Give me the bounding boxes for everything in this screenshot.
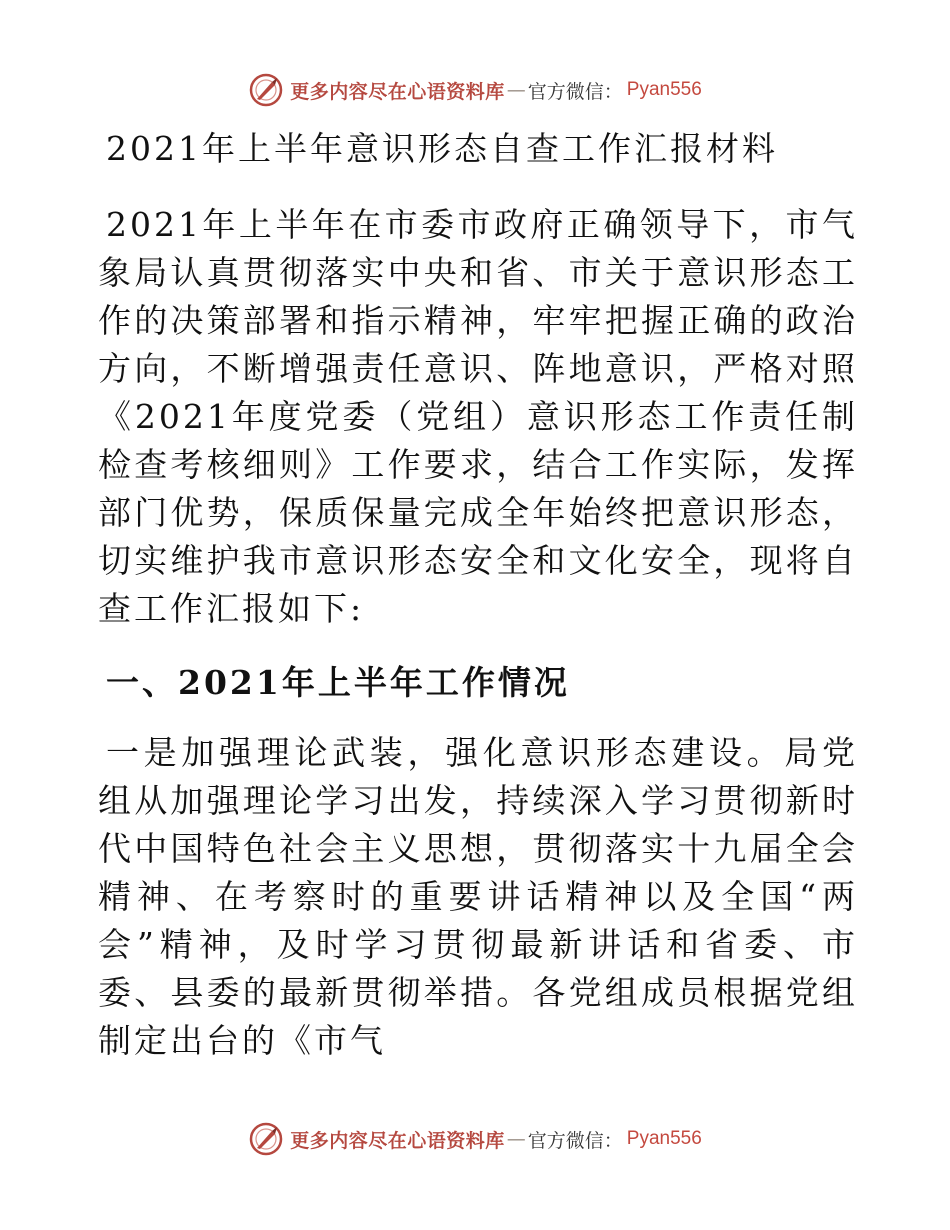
intro-paragraph: 2021年上半年在市委市政府正确领导下，市气象局认真贯彻落实中央和省、市关于意识形态工作的决策部署和指示精神，牢牢把握正确的政治方向，不断增强责任意识、阵地意识，严格对照《2021年度党委（党组）意识形态工作责任制检查考核细则》工作要求，结合工作实际，发挥部门优势，保质保量完成全年始终把意识形态，切实维护我市意识形态安全和文化安全，现将自查工作汇报如下:	[98, 205, 858, 628]
watermark-separator: —	[506, 79, 526, 101]
watermark-wechat-label: 官方微信	[527, 1129, 604, 1152]
watermark-colon: ：	[603, 80, 623, 103]
watermark-colon: ：	[603, 1129, 623, 1152]
section-heading: 一、2021年上半年工作情况	[106, 663, 570, 702]
document-title: 2021年上半年意识形态自查工作汇报材料	[106, 129, 778, 168]
watermark-account: Pyan556	[626, 1128, 702, 1149]
watermark-wechat-label: 官方微信	[527, 80, 604, 103]
watermark-banner-bottom	[0, 1119, 950, 1159]
quill-circle-icon	[248, 1121, 284, 1157]
section-paragraph: 一是加强理论武装，强化意识形态建设。局党组从加强理论学习出发，持续深入学习贯彻新时代中国特色社会主义思想，贯彻落实十九届全会精神、在考察时的重要讲话精神以及全国“两会”精神，及时学习贯彻最新讲话和省委、市委、县委的最新贯彻举措。各党组成员根据党组制定出台的《市气	[98, 733, 858, 1060]
watermark-site-text: 更多内容尽在心语资料库	[290, 1129, 505, 1152]
watermark-site-text: 更多内容尽在心语资料库	[290, 80, 505, 103]
watermark-banner-top	[0, 70, 950, 110]
quill-circle-icon	[248, 72, 284, 108]
document-body	[98, 123, 858, 1089]
watermark-account: Pyan556	[626, 79, 702, 100]
watermark-separator: —	[506, 1128, 526, 1150]
